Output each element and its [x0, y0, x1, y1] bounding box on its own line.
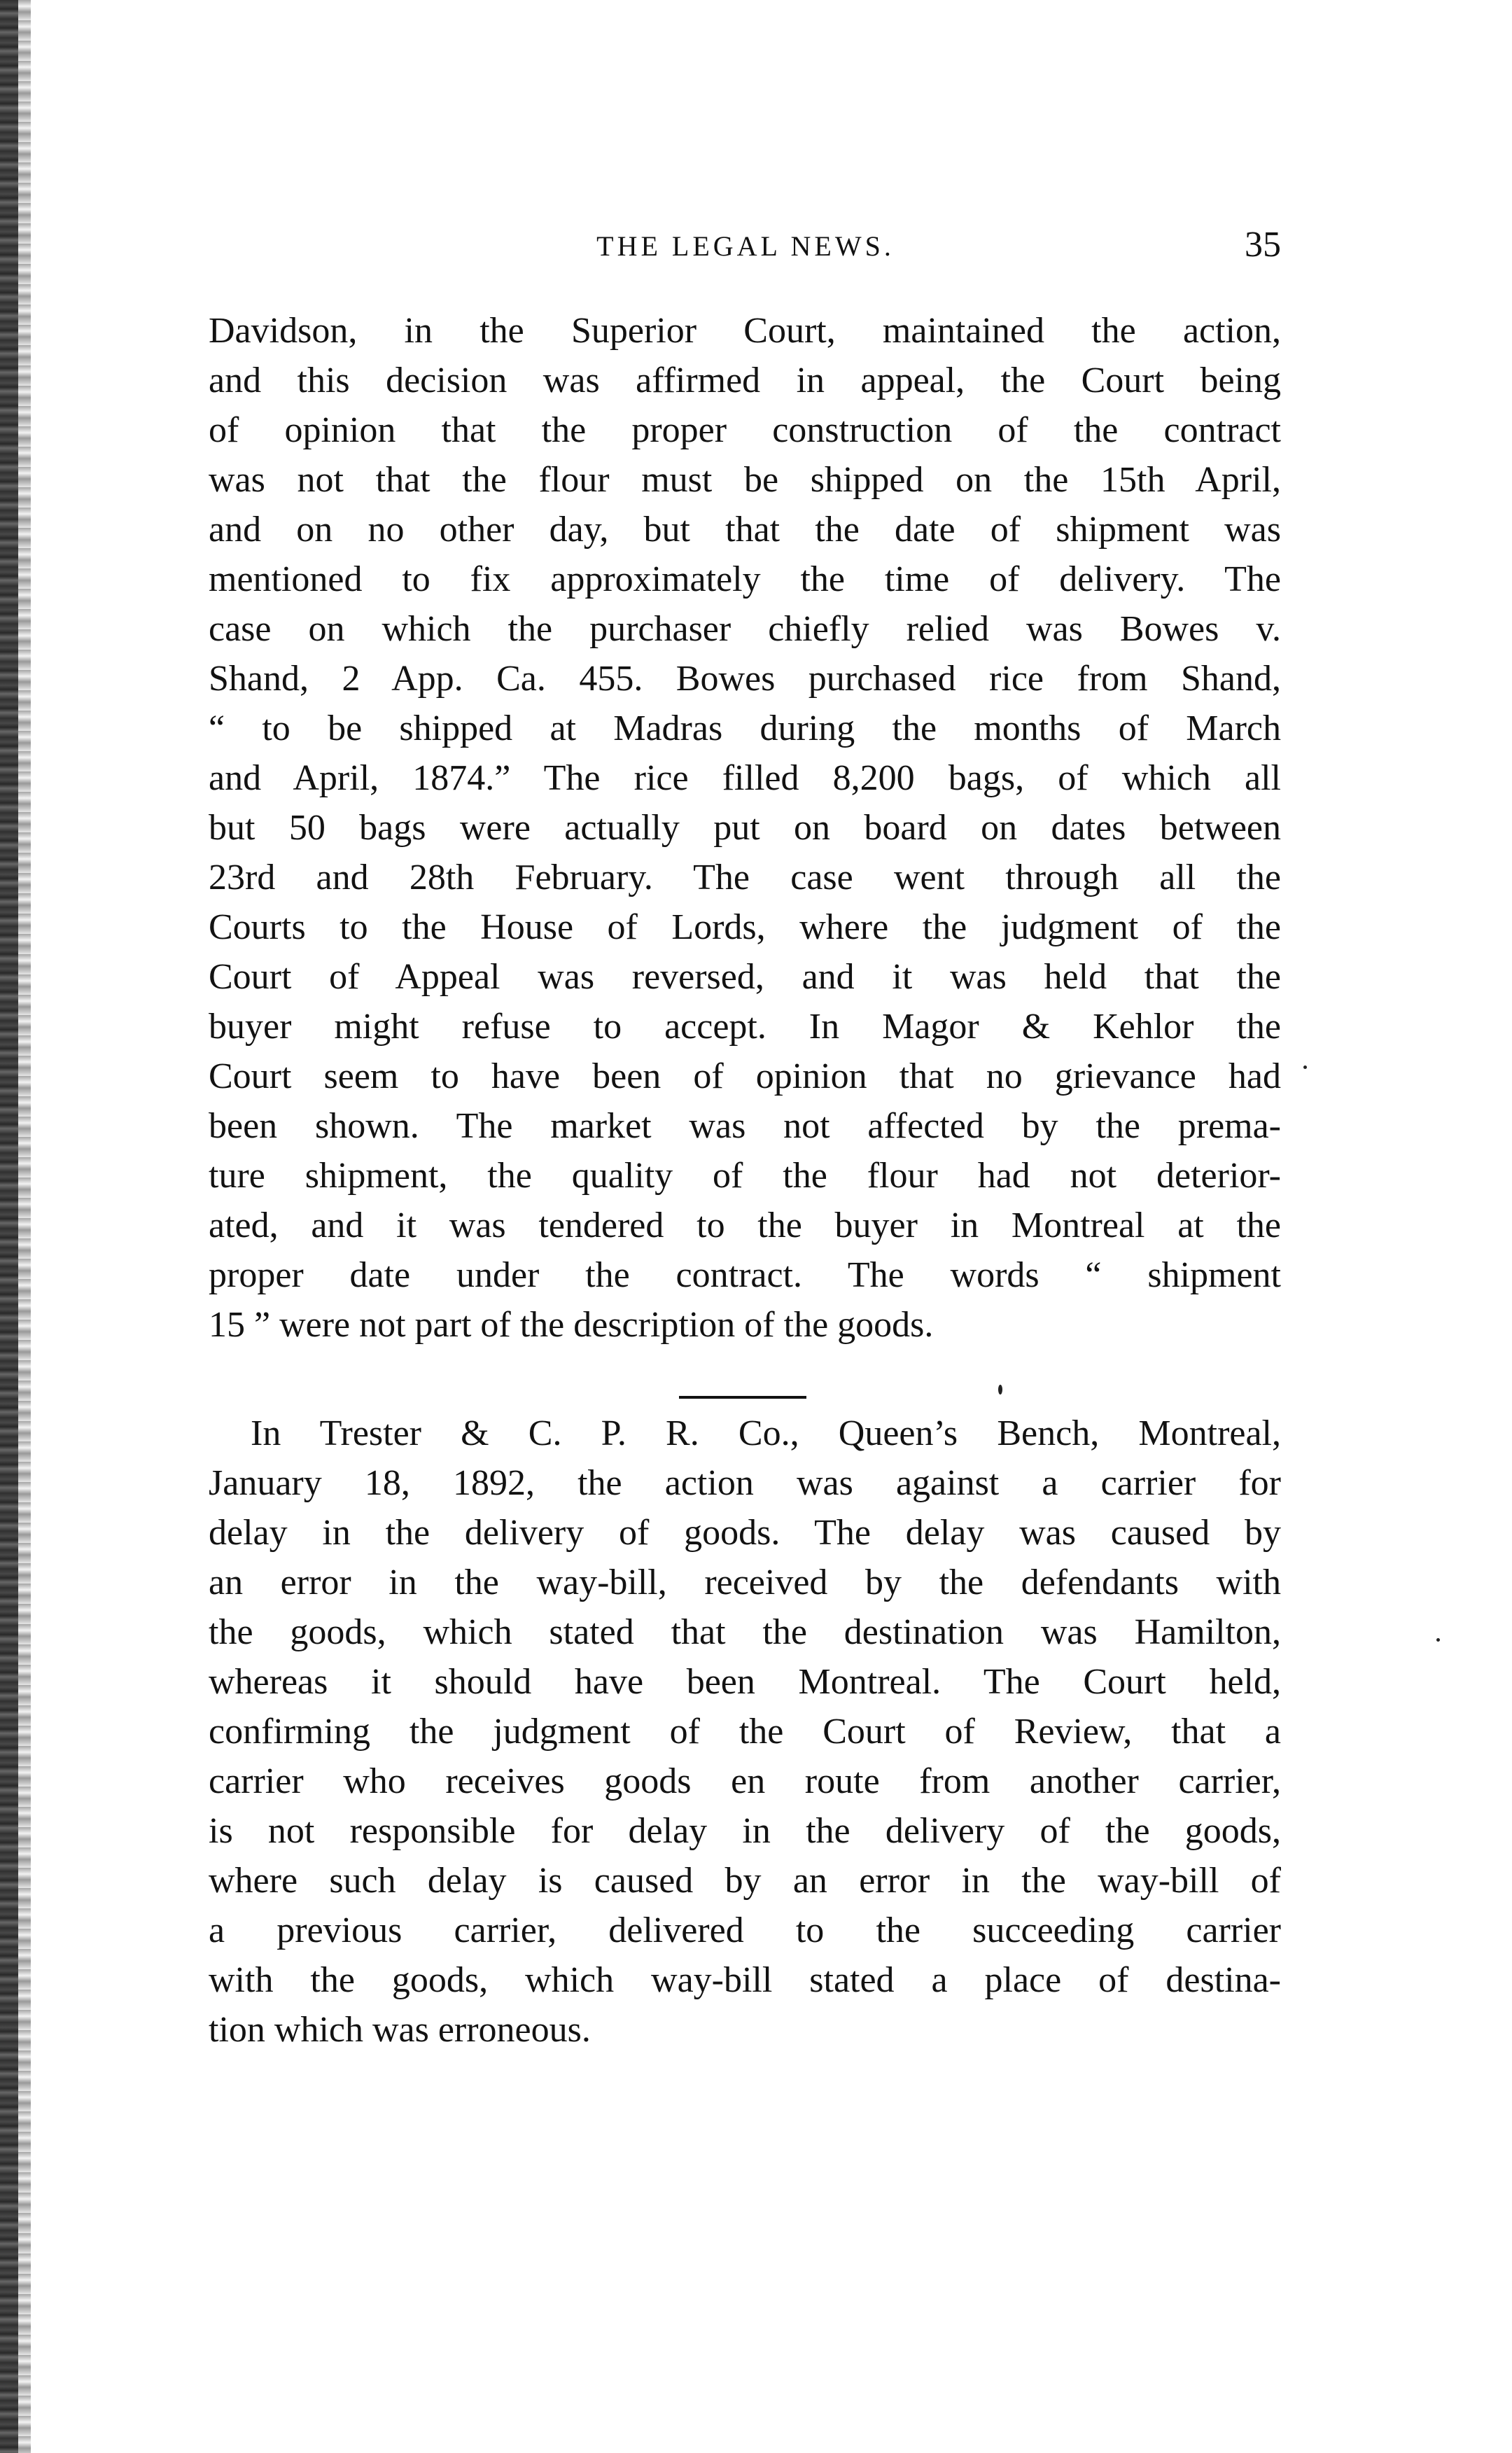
text-line: and April, 1874.” The rice filled 8,200 bags, of which all — [209, 758, 1281, 798]
text-line: buyer might refuse to accept. In Magor & Kehlor the — [209, 1007, 1281, 1047]
text-line: proper date under the contract. The words “ shipment — [209, 1255, 1281, 1295]
text-line: January 18, 1892, the action was against a carrier for — [209, 1463, 1281, 1503]
running-head — [210, 225, 1281, 269]
text-line: a previous carrier, delivered to the succeeding carrier — [209, 1910, 1281, 1950]
text-line: whereas it should have been Montreal. The Court held, — [209, 1662, 1281, 1702]
print-speck — [998, 1385, 1002, 1395]
text-line: mentioned to fix approximately the time of delivery. The — [209, 559, 1281, 599]
text-line: but 50 bags were actually put on board on dates between — [209, 808, 1281, 848]
text-line: the goods, which stated that the destination was Hamilton, — [209, 1612, 1281, 1652]
binding-edge — [0, 0, 18, 2453]
text-line: of opinion that the proper construction of the contract — [209, 410, 1281, 450]
text-line: Court seem to have been of opinion that no grievance had — [209, 1056, 1281, 1096]
text-line: “ to be shipped at Madras during the months of March — [209, 708, 1281, 748]
text-line: Shand, 2 App. Ca. 455. Bowes purchased rice from Shand, — [209, 659, 1281, 699]
text-line: In Trester & C. P. R. Co., Queen’s Bench, Montreal, — [251, 1413, 1281, 1453]
text-line: Davidson, in the Superior Court, maintained the action, — [209, 311, 1281, 351]
text-line: Courts to the House of Lords, where the judgment of the — [209, 907, 1281, 947]
binding-shadow — [18, 0, 31, 2453]
text-line: case on which the purchaser chiefly relied was Bowes v. — [209, 609, 1281, 649]
text-line: tion which was erroneous. — [209, 2010, 591, 2050]
section-divider — [679, 1396, 806, 1399]
paragraph-davidson — [209, 306, 1281, 1350]
text-line: Court of Appeal was reversed, and it was held that the — [209, 957, 1281, 997]
text-line: delay in the delivery of goods. The delay was caused by — [209, 1513, 1281, 1553]
text-line: 15 ” were not part of the description of the goods. — [209, 1305, 934, 1345]
text-line: 23rd and 28th February. The case went through all the — [209, 858, 1281, 897]
text-line: an error in the way-bill, received by the defendants with — [209, 1563, 1281, 1602]
paragraph-trester — [209, 1409, 1281, 2055]
text-line: carrier who receives goods en route from another carrier, — [209, 1761, 1281, 1801]
text-line: and this decision was affirmed in appeal, the Court being — [209, 361, 1281, 400]
text-line: with the goods, which way-bill stated a place of destina- — [209, 1960, 1281, 2000]
text-line: ture shipment, the quality of the flour had not deterior- — [209, 1156, 1281, 1196]
text-line: is not responsible for delay in the delivery of the goods, — [209, 1811, 1281, 1851]
text-line: confirming the judgment of the Court of Review, that a — [209, 1712, 1281, 1752]
print-speck — [1303, 1065, 1307, 1069]
text-line: was not that the flour must be shipped on the 15th April, — [209, 460, 1281, 500]
text-line: ated, and it was tendered to the buyer in Montreal at the — [209, 1205, 1281, 1245]
page-number: 35 — [1245, 225, 1281, 265]
running-title: THE LEGAL NEWS. — [596, 230, 895, 262]
text-line: been shown. The market was not affected by the prema- — [209, 1106, 1281, 1146]
text-line: and on no other day, but that the date of shipment was — [209, 510, 1281, 550]
text-line: where such delay is caused by an error in the way-bill of — [209, 1861, 1281, 1901]
print-speck — [1436, 1638, 1440, 1642]
